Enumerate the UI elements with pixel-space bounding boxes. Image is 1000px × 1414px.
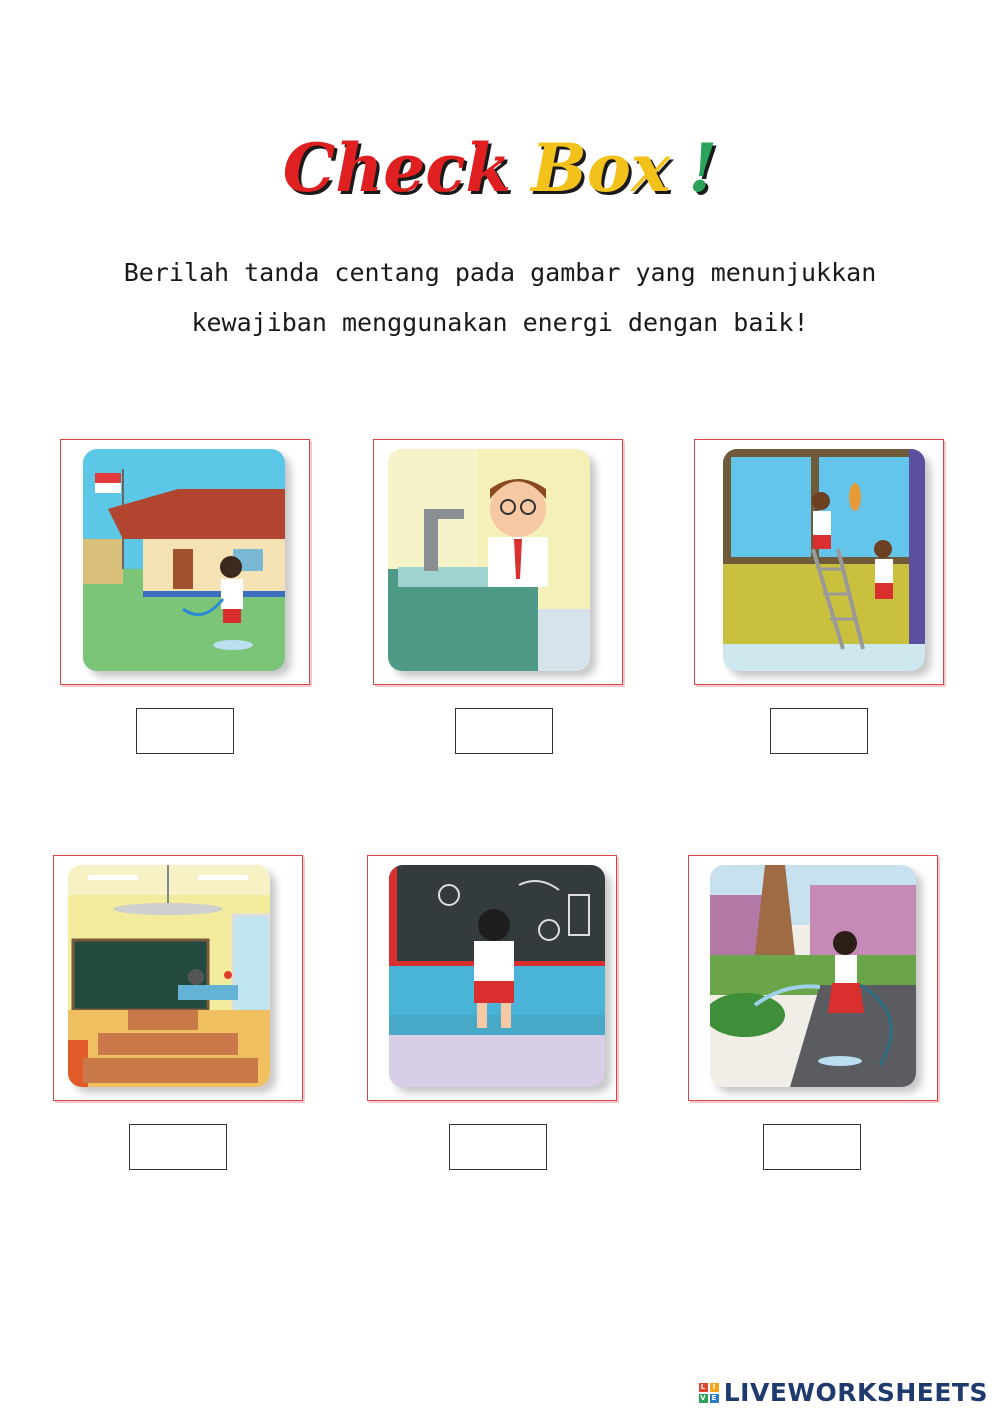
instruction-line-2: kewajiban menggunakan energi dengan baik! xyxy=(191,308,809,337)
brand-text: LIVEWORKSHEETS xyxy=(723,1378,988,1407)
instruction-line-1: Berilah tanda centang pada gambar yang menunjukkan xyxy=(123,258,877,287)
checkbox-6[interactable] xyxy=(763,1124,861,1170)
picture-children-cleaning-window xyxy=(723,449,925,671)
title-box: Box xyxy=(531,129,671,207)
title-exclamation: ! xyxy=(688,129,718,207)
picture-card-6 xyxy=(688,855,938,1101)
checkbox-4[interactable] xyxy=(129,1124,227,1170)
liveworksheets-brand[interactable] xyxy=(699,1378,988,1407)
picture-classroom-fan-on xyxy=(68,865,270,1087)
worksheet-title xyxy=(0,118,1000,218)
picture-boy-watering-yard xyxy=(83,449,285,671)
picture-card-2 xyxy=(373,439,623,685)
checkbox-2[interactable] xyxy=(455,708,553,754)
picture-card-1 xyxy=(60,439,310,685)
title-check: Check xyxy=(282,129,512,207)
picture-girl-watering-street xyxy=(710,865,916,1087)
liveworksheets-logo-icon xyxy=(699,1383,719,1403)
logo-letter-l: L xyxy=(699,1383,708,1392)
picture-card-4 xyxy=(53,855,303,1101)
logo-letter-e: E xyxy=(711,1393,717,1402)
picture-card-3 xyxy=(694,439,944,685)
checkbox-3[interactable] xyxy=(770,708,868,754)
picture-card-5 xyxy=(367,855,617,1101)
logo-letter-v: V xyxy=(700,1393,707,1402)
checkbox-5[interactable] xyxy=(449,1124,547,1170)
logo-letter-i: I xyxy=(710,1383,719,1392)
picture-boy-drawing-blackboard xyxy=(389,865,605,1087)
checkbox-1[interactable] xyxy=(136,708,234,754)
picture-boy-turning-off-tap xyxy=(388,449,590,671)
